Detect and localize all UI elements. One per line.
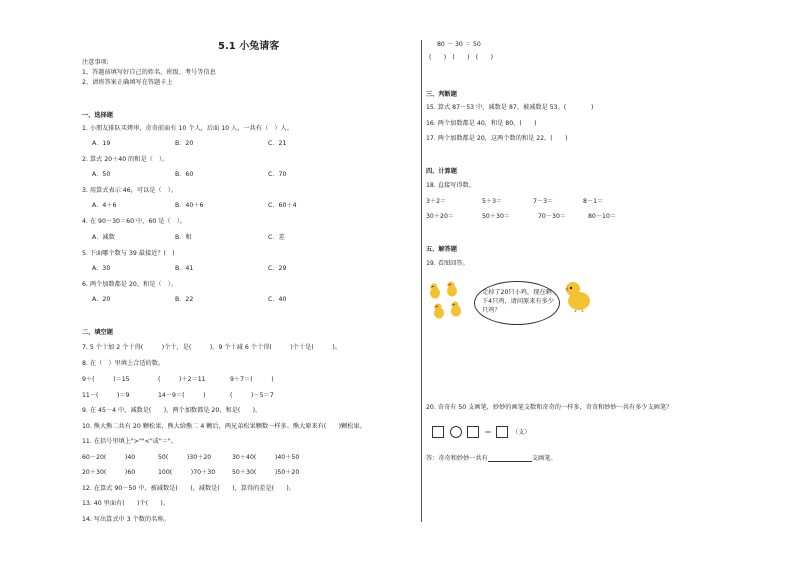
question-7: 7. 5 个十加 2 个十得( )个十，是( )。9 个十减 6 个十得( )个十是( )。: [82, 344, 341, 351]
q18-row2-d: 80－10＝: [588, 213, 617, 220]
q1-option-c: C．21: [268, 140, 287, 147]
answer-line: [426, 455, 557, 462]
q2-option-c: C．70: [268, 171, 287, 178]
question-12: 12. 在算式 90－50 中，被减数是( )，减数是( )，算得的差是( )。: [82, 485, 296, 492]
q11-row2-c: 50＋30( )50＋20: [232, 469, 300, 476]
question-11: 11. 在括号里填上">""<"或"＝"。: [82, 438, 177, 445]
question-2: 2. 算式 20＋40 的和是（ ）。: [82, 156, 169, 163]
q3-option-c: C．60＋4: [268, 202, 297, 209]
q1-option-a: A．19: [92, 140, 111, 147]
q1-option-b: B．20: [175, 140, 194, 147]
q14-formula-blanks: ( ) ( ) ( ): [429, 54, 493, 61]
q18-row2-c: 70－30＝: [538, 213, 567, 220]
q18-row1-c: 7－3＝: [533, 198, 554, 205]
q18-row2-b: 50＋30＝: [482, 213, 511, 220]
question-3: 3. 用算式表示 46，可以是（ ）。: [82, 187, 178, 194]
q5-option-b: B．41: [175, 265, 194, 272]
q5-option-a: A．30: [92, 265, 111, 272]
q18-row1-b: 5＋3＝: [482, 198, 503, 205]
notice-item-2: 2、请将答案正确填写在答题卡上: [82, 79, 173, 86]
chick-icon: [447, 282, 457, 297]
question-18: 18. 直接写得数。: [426, 182, 475, 189]
q4-option-b: B．和: [175, 234, 192, 241]
answer-box-3[interactable]: [496, 426, 508, 438]
q5-option-c: C．29: [268, 265, 287, 272]
q6-option-b: B．22: [175, 296, 194, 303]
chick-icon: [434, 304, 444, 319]
answer-suffix: 支画笔。: [531, 454, 557, 462]
q8-row1-c: 9＋7＝( ): [230, 376, 274, 383]
bubble-line-3: 只鸡？: [482, 307, 501, 314]
question-20: 20. 奇奇有 50 支画笔，妙妙的画笔支数和奇奇的一样多，奇奇和妙妙一共有多少支画笔？: [426, 404, 673, 411]
q8-row2-c: ( )－5＝7: [230, 392, 274, 399]
question-13: 13. 40 里面有( )个( )。: [82, 500, 169, 507]
q8-row2-a: 11－( )＝9: [82, 392, 130, 399]
q18-row1-d: 8－1＝: [583, 198, 604, 205]
q8-row1-b: ( )＋2＝11: [158, 376, 206, 383]
question-6: 6. 两个加数都是 20，和是（ ）。: [82, 281, 178, 288]
q3-option-a: A．4＋6: [92, 202, 117, 209]
answer-blank[interactable]: [488, 455, 532, 462]
question-15: 15. 算式 87－53 中，减数是 87，被减数是 53。( ): [426, 104, 594, 111]
page-title: 5.1 小兔请客: [218, 41, 280, 52]
section-solve-heading: 五、解答题: [426, 246, 457, 253]
question-14: 14. 写出算式中 3 个数的名称。: [82, 516, 170, 523]
question-8: 8. 在（ ）里填上合适的数。: [82, 360, 165, 367]
operator-circle[interactable]: [450, 426, 462, 438]
answer-box-1[interactable]: [432, 426, 444, 438]
question-17: 17. 两个加数都是 20，这两个数的和是 22。( ): [426, 135, 568, 142]
q6-option-a: A．20: [92, 296, 111, 303]
q18-row2-a: 30＋20＝: [426, 213, 455, 220]
q4-option-a: A．减数: [92, 234, 115, 241]
equals-sign: ＝: [484, 428, 492, 437]
question-9: 9. 在 45－4 中，减数是( )，两个加数都是 20，和是( )。: [82, 407, 262, 414]
column-divider: [421, 40, 422, 522]
q11-row2-a: 20＋30( )60: [82, 469, 136, 476]
unit-label: （支）: [512, 429, 531, 436]
q14-formula: 80 － 30 ＝ 50: [437, 41, 481, 48]
q11-row2-b: 100( )70＋30: [158, 469, 216, 476]
big-chick-icon: [563, 280, 593, 312]
section-fill-heading: 二、填空题: [82, 329, 113, 336]
bubble-line-2: 下4只鸡，请问原来有多少: [482, 298, 554, 305]
section-calc-heading: 四、计算题: [426, 168, 457, 175]
bubble-line-1: 走掉了20只小鸡，现在剩: [482, 289, 552, 296]
q2-option-a: A．50: [92, 171, 111, 178]
chick-icon: [430, 284, 440, 299]
question-16: 16. 两个加数都是 40，和是 80。( ): [426, 120, 537, 127]
q18-row1-a: 3＋2＝: [426, 198, 447, 205]
chick-icon: [451, 302, 461, 317]
question-1: 1. 小朋友排队买烤串，奇奇前面有 10 个人，后面 10 人，一共有（ ）人。: [82, 125, 293, 132]
notice-item-1: 1、答题前填写好自己的姓名、班级、考号等信息: [82, 69, 216, 76]
answer-prefix: 答：奇奇和妙妙一共有: [426, 454, 488, 462]
q6-option-c: C．40: [268, 296, 287, 303]
question-19: 19. 看图回答。: [426, 260, 469, 267]
q11-row1-c: 30＋40( )40＋50: [232, 454, 300, 461]
q11-row1-a: 60－20( )40: [82, 454, 136, 461]
q8-row1-a: 9＋( )＝15: [82, 376, 130, 383]
notice-heading: 注意事项:: [82, 59, 109, 66]
question-4: 4. 在 90－30＝60 中，60 是（ ）。: [82, 218, 187, 225]
answer-box-2[interactable]: [467, 426, 479, 438]
section-judge-heading: 三、判断题: [426, 91, 457, 98]
small-chicks-illustration: [427, 280, 469, 322]
q8-row2-b: 14－9＝( ): [158, 392, 206, 399]
q11-row1-b: 50( )30＋20: [158, 454, 212, 461]
section-choice-heading: 一、选择题: [82, 112, 113, 119]
q3-option-b: B．40＋6: [175, 202, 204, 209]
q2-option-b: B．60: [175, 171, 194, 178]
q4-option-c: C．差: [268, 234, 285, 241]
question-10: 10. 熊大熊二共有 20 颗松果，熊大给熊二 4 颗后，两兄弟松果颗数一样多。熊大原来有( )颗松果。: [82, 423, 366, 430]
question-5: 5. 下面哪个数与 39 最接近？( ): [82, 250, 175, 257]
